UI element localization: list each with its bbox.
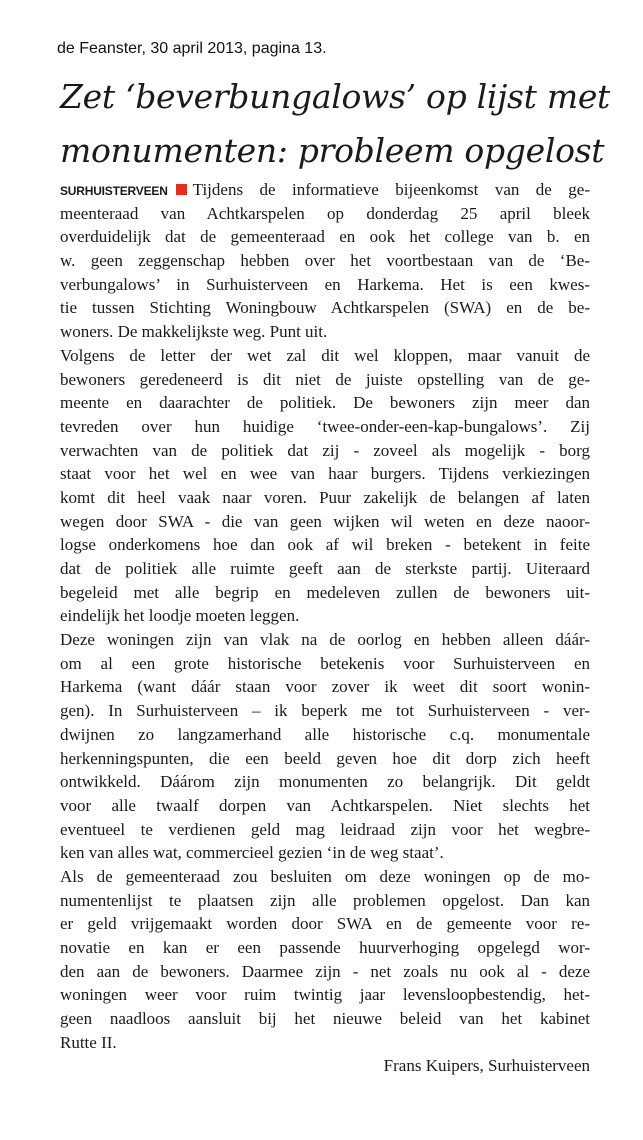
article-line: Volgens de letter der wet zal dit wel kloppen, maar vanuit de <box>60 345 590 365</box>
article-line: den aan de bewoners. Daarmee zijn - net zoals nu ook al - deze <box>60 961 590 981</box>
author-signature: Frans Kuipers, Surhuisterveen <box>383 1056 590 1076</box>
article-line: woningen weer voor ruim twintig jaar levensloopbestendig, het- <box>60 985 590 1005</box>
headline-line-1: Zet ‘beverbungalows’ op lijst met <box>60 77 611 116</box>
article-line: verbungalows’ in Surhuisterveen en Harkema. Het is een kwes- <box>60 274 590 294</box>
article-line: ken van alles wat, commercieel gezien ‘in de weg staat’. <box>60 843 444 863</box>
article-line: logse onderkomens hoe dan ook af wil breken - betekent in feite <box>60 535 590 555</box>
article-line <box>60 178 590 202</box>
article-line: wegen door SWA - die van geen wijken wil weten en deze naoor- <box>60 511 590 531</box>
article-line: herkenningspunten, die een beeld geven hoe dit dorp zich heeft <box>60 748 590 768</box>
article-headline <box>60 70 611 178</box>
article-line: Harkema (want dáár staan voor zover ik weet dit soort wonin- <box>60 677 590 697</box>
article-line: woners. De makkelijkste weg. Punt uit. <box>60 322 328 342</box>
article-line: meenteraad van Achtkarspelen op donderdag 25 april bleek <box>60 203 590 223</box>
article-line: gen). In Surhuisterveen – ik beperk me tot Surhuisterveen - ver- <box>60 701 590 721</box>
article-line: meente en daarachter de politiek. De bewoners zijn meer dan <box>60 393 590 413</box>
article-line: novatie en kan er een passende huurverhoging opgelegd wor- <box>60 938 590 957</box>
article-line-text: Tijdens de informatieve bijeenkomst van de ge- <box>192 180 590 199</box>
headline-line-2: monumenten: probleem opgelost <box>60 131 605 170</box>
article-line: voor alle twaalf dorpen van Achtkarspelen. Niet slechts het <box>60 795 590 815</box>
article-line: Rutte II. <box>60 1032 117 1052</box>
dateline: SURHUISTERVEEN <box>60 184 168 198</box>
source-citation: de Feanster, 30 april 2013, pagina 13. <box>57 40 327 57</box>
article-line: bewoners geredeneerd is dit niet de juiste opstelling van de ge- <box>60 369 590 389</box>
article-line: geen naadloos aansluit bij het nieuwe beleid van het kabinet <box>60 1009 590 1029</box>
article-line: eventueel te verdienen geld mag leidraad zijn voor het wegbre- <box>60 819 590 839</box>
article-line: dat de politiek alle ruimte geeft aan de sterkste partij. Uiteraard <box>60 559 590 578</box>
article-line: verwachten van de politiek dat zij - zoveel als mogelijk - borg <box>60 440 590 460</box>
article-line: Deze woningen zijn van vlak na de oorlog en hebben alleen dáár- <box>60 630 590 650</box>
article-line: eindelijk het loodje moeten leggen. <box>60 606 300 626</box>
article-line: w. geen zeggenschap hebben over het voortbestaan van de ‘Be- <box>60 251 590 271</box>
red-square-marker <box>176 184 187 195</box>
article-line: er geld vrijgemaakt worden door SWA en de gemeente voor re- <box>60 914 590 934</box>
article-line: staat voor het wel en wee van haar burgers. Tijdens verkiezingen <box>60 464 590 484</box>
article-line: Als de gemeenteraad zou besluiten om deze woningen op de mo- <box>60 866 590 886</box>
article-body <box>60 178 590 1078</box>
article-line: om al een grote historische betekenis voor Surhuisterveen en <box>60 653 590 673</box>
article-line: ontwikkeld. Dáárom zijn monumenten zo belangrijk. Dit geldt <box>60 772 590 792</box>
article-line: begeleid met alle begrip en medeleven zullen de bewoners uit- <box>60 582 590 602</box>
article-line: komt dit heel vaak naar voren. Puur zakelijk de belangen af laten <box>60 487 590 507</box>
article-line: numentenlijst te plaatsen zijn alle problemen opgelost. Dan kan <box>60 890 590 910</box>
article-line: tevreden over hun huidige ‘twee-onder-een-kap-bungalows’. Zij <box>60 416 590 436</box>
article-line: overduidelijk dat de gemeenteraad en ook het college van b. en <box>60 227 590 247</box>
article-line: dwijnen zo langzamerhand alle historische c.q. monumentale <box>60 724 590 744</box>
article-line: tie tussen Stichting Woningbouw Achtkarspelen (SWA) en de be- <box>60 298 590 318</box>
